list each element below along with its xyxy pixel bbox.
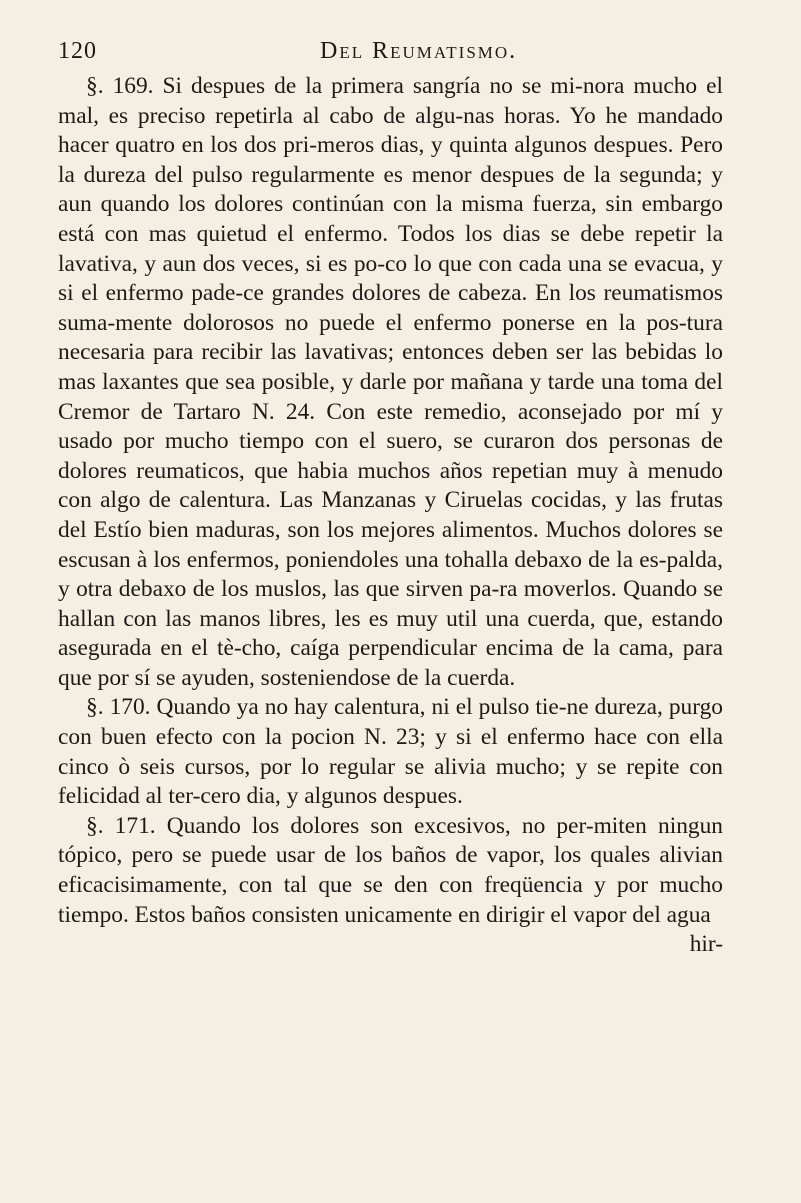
running-head <box>58 38 723 72</box>
catchword: hir- <box>689 931 723 958</box>
body-text <box>58 72 723 930</box>
page-number: 120 <box>58 38 97 64</box>
running-title: Del Reumatismo. <box>320 38 518 64</box>
paragraph-169: §. 169. Si despues de la primera sangría no se mi-nora mucho el mal, es preciso repetirla al cabo de algu-nas horas. Yo he mandado hacer quatro en los dos pri-meros dias, y quinta algunos despues. Pero la dureza del pulso regularmente es menor despues de la segunda; y aun quando los dolores continúan con la misma fuerza, sin embargo está con mas quietud el enfermo. Todos los dias se debe repetir la lavativa, y aun dos veces, si es po-co lo que con cada una se evacua, y si el enfermo pade-ce grandes dolores de cabeza. En los reumatismos suma-mente dolorosos no puede el enfermo ponerse en la pos-tura necesaria para recibir las lavativas; entonces deben ser las bebidas lo mas laxantes que sea posible, y darle por mañana y tarde una toma del Cremor de Tartaro N. 24. Con este remedio, aconsejado por mí y usado por mucho tiempo con el suero, se curaron dos personas de dolores reumaticos, que habia muchos años repetian muy à menudo con algo de calentura. Las Manzanas y Ciruelas cocidas, y las frutas del Estío bien maduras, son los mejores alimentos. Muchos dolores se escusan à los enfermos, poniendoles una tohalla debaxo de la es-palda, y otra debaxo de los muslos, las que sirven pa-ra moverlos. Quando se hallan con las manos libres, les es muy util una cuerda, que, estando asegurada en el tè-cho, caíga perpendicular encima de la cama, para que por sí se ayuden, sosteniendose de la cuerda. <box>58 73 723 691</box>
paragraph-170: §. 170. Quando ya no hay calentura, ni el pulso tie-ne dureza, purgo con buen efecto con la pocion N. 23; y si el enfermo hace con ella cinco ò seis cursos, por lo regular se alivia mucho; y se repite con felicidad al ter-cero dia, y algunos despues. <box>58 694 723 810</box>
paragraph-171: §. 171. Quando los dolores son excesivos, no per-miten ningun tópico, pero se puede usar de los baños de vapor, los quales alivian eficacisimamente, con tal que se den con freqüencia y por mucho tiempo. Estos baños consisten unicamente en dirigir el vapor del agua <box>58 812 723 928</box>
